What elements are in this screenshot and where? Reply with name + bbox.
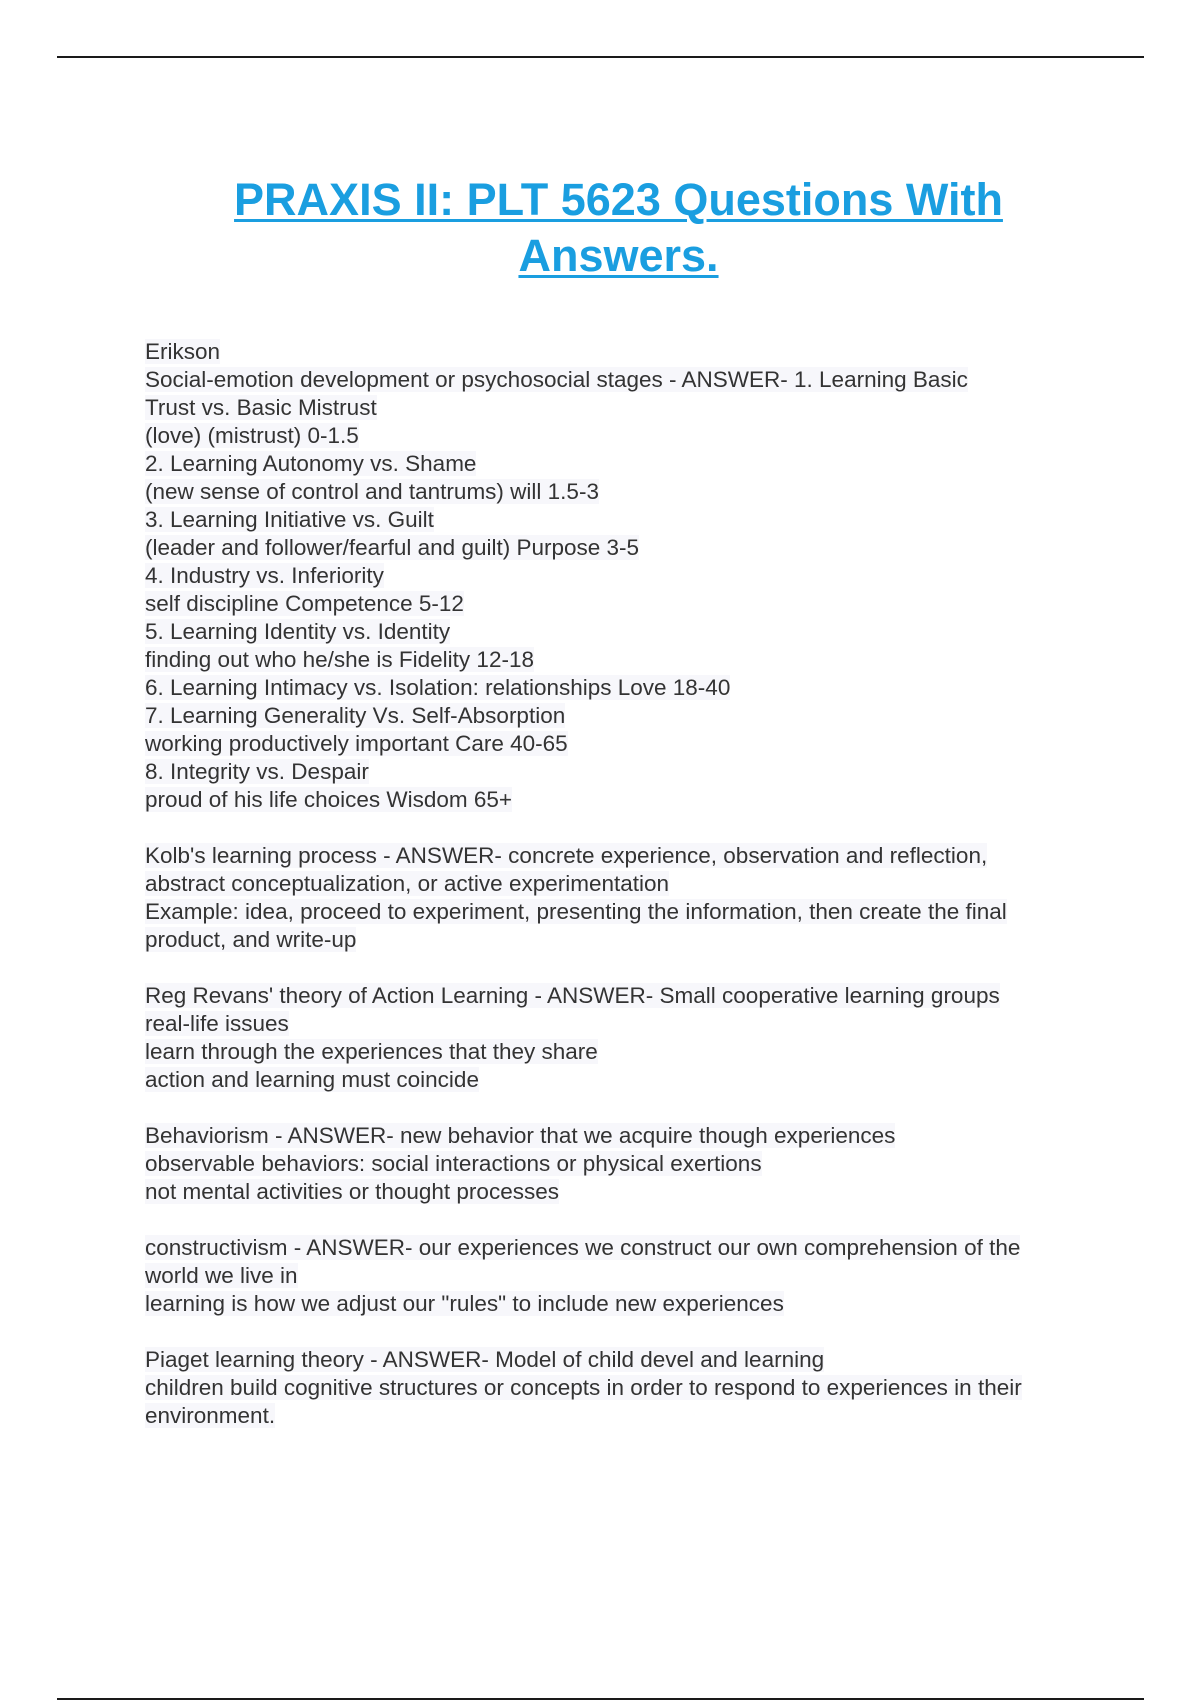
body-line-text: 3. Learning Initiative vs. Guilt bbox=[145, 507, 434, 532]
body-line bbox=[145, 674, 1095, 702]
title-line-1[interactable]: PRAXIS II: PLT 5623 Questions With bbox=[234, 174, 1003, 225]
body-line-text: Behaviorism - ANSWER- new behavior that we acquire though experiences bbox=[145, 1123, 896, 1148]
body-line-text: learning is how we adjust our "rules" to include new experiences bbox=[145, 1291, 784, 1316]
body-line-text: working productively important Care 40-65 bbox=[145, 731, 568, 756]
body-line bbox=[145, 1178, 1095, 1206]
body-line bbox=[145, 730, 1095, 758]
body-line bbox=[145, 898, 1095, 926]
body-line-text: (love) (mistrust) 0-1.5 bbox=[145, 423, 359, 448]
body-line-text: Kolb's learning process - ANSWER- concrete experience, observation and reflection, bbox=[145, 843, 988, 868]
body-line bbox=[145, 1346, 1095, 1374]
body-line bbox=[145, 842, 1095, 870]
body-line bbox=[145, 1038, 1095, 1066]
title-line-2[interactable]: Answers. bbox=[518, 230, 719, 281]
body-line bbox=[145, 450, 1095, 478]
body-line-text: (new sense of control and tantrums) will 1.5-3 bbox=[145, 479, 599, 504]
body-line bbox=[145, 702, 1095, 730]
body-line-text: learn through the experiences that they share bbox=[145, 1039, 598, 1064]
body-line-text: 7. Learning Generality Vs. Self-Absorption bbox=[145, 703, 566, 728]
body-line-text: 2. Learning Autonomy vs. Shame bbox=[145, 451, 477, 476]
body-line-text: finding out who he/she is Fidelity 12-18 bbox=[145, 647, 534, 672]
paragraph-gap bbox=[145, 1094, 1095, 1122]
body-line-text: environment. bbox=[145, 1403, 276, 1428]
paragraph-gap bbox=[145, 1206, 1095, 1234]
body-line-text: Piaget learning theory - ANSWER- Model of child devel and learning bbox=[145, 1347, 825, 1372]
body-line-text: constructivism - ANSWER- our experiences we construct our own comprehension of the bbox=[145, 1235, 1021, 1260]
top-rule bbox=[57, 56, 1144, 58]
body-line bbox=[145, 590, 1095, 618]
body-line-text: Trust vs. Basic Mistrust bbox=[145, 395, 377, 420]
body-line-text: 5. Learning Identity vs. Identity bbox=[145, 619, 451, 644]
body-line bbox=[145, 646, 1095, 674]
body-line bbox=[145, 422, 1095, 450]
document-body bbox=[145, 338, 1095, 1430]
body-line-text: 6. Learning Intimacy vs. Isolation: relationships Love 18-40 bbox=[145, 675, 731, 700]
body-line-text: abstract conceptualization, or active experimentation bbox=[145, 871, 670, 896]
body-line-text: Erikson bbox=[145, 339, 221, 364]
body-line bbox=[145, 338, 1095, 366]
body-line-text: proud of his life choices Wisdom 65+ bbox=[145, 787, 513, 812]
body-line-text: Example: idea, proceed to experiment, presenting the information, then create the final bbox=[145, 899, 1007, 924]
body-line bbox=[145, 1234, 1095, 1262]
body-line bbox=[145, 1290, 1095, 1318]
body-line bbox=[145, 1374, 1095, 1402]
paragraph-gap bbox=[145, 1318, 1095, 1346]
body-line bbox=[145, 926, 1095, 954]
body-line-text: Social-emotion development or psychosocial stages - ANSWER- 1. Learning Basic bbox=[145, 367, 968, 392]
body-line-text: not mental activities or thought processes bbox=[145, 1179, 559, 1204]
body-line-text: children build cognitive structures or concepts in order to respond to experiences in their bbox=[145, 1375, 1022, 1400]
document-title[interactable] bbox=[120, 172, 1117, 284]
body-line-text: self discipline Competence 5-12 bbox=[145, 591, 464, 616]
body-line bbox=[145, 786, 1095, 814]
body-line bbox=[145, 618, 1095, 646]
body-line-text: 4. Industry vs. Inferiority bbox=[145, 563, 384, 588]
body-line-text: product, and write-up bbox=[145, 927, 357, 952]
body-line bbox=[145, 1262, 1095, 1290]
paragraph-gap bbox=[145, 954, 1095, 982]
body-line bbox=[145, 366, 1095, 394]
body-line bbox=[145, 562, 1095, 590]
body-line-text: observable behaviors: social interactions or physical exertions bbox=[145, 1151, 762, 1176]
body-line-text: world we live in bbox=[145, 1263, 298, 1288]
body-line bbox=[145, 1150, 1095, 1178]
body-line bbox=[145, 534, 1095, 562]
body-line bbox=[145, 758, 1095, 786]
body-line-text: real-life issues bbox=[145, 1011, 289, 1036]
body-line bbox=[145, 1066, 1095, 1094]
body-line-text: action and learning must coincide bbox=[145, 1067, 479, 1092]
body-line-text: Reg Revans' theory of Action Learning - ANSWER- Small cooperative learning groups bbox=[145, 983, 1000, 1008]
body-line bbox=[145, 1402, 1095, 1430]
body-line bbox=[145, 982, 1095, 1010]
body-line bbox=[145, 394, 1095, 422]
body-line-text: 8. Integrity vs. Despair bbox=[145, 759, 369, 784]
body-line bbox=[145, 506, 1095, 534]
body-line-text: (leader and follower/fearful and guilt) Purpose 3-5 bbox=[145, 535, 640, 560]
body-line bbox=[145, 870, 1095, 898]
paragraph-gap bbox=[145, 814, 1095, 842]
body-line bbox=[145, 1122, 1095, 1150]
body-line bbox=[145, 478, 1095, 506]
body-line bbox=[145, 1010, 1095, 1038]
